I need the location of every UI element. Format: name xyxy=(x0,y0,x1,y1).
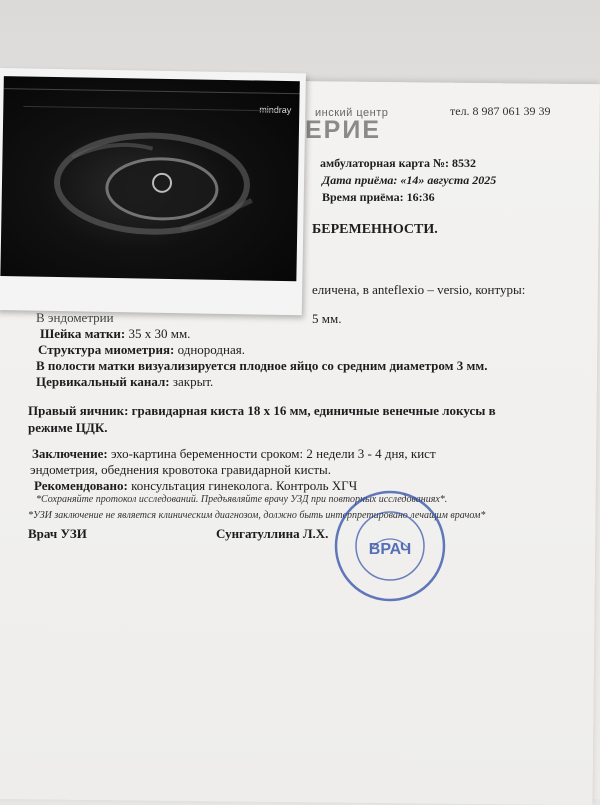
doctor-name: Сунгатуллина Л.Х. xyxy=(216,526,329,541)
visit-time: Время приёма: 16:36 xyxy=(322,190,435,204)
ultrasound-scan-image xyxy=(0,76,299,281)
footnote-protocol: *Сохраняйте протокол исследований. Предъявляйте врачу УЗД при повторных исследованиях*. xyxy=(36,494,448,505)
footnote-disclaimer: *УЗИ заключение не является клиническим диагнозом, должно быть интерпретировано лечащим врачом* xyxy=(28,510,486,521)
cavity-text: В полости матки визуализируется плодное яйцо со средним диаметром 3 мм. xyxy=(36,358,488,373)
right-ovary-line2: режиме ЦДК. xyxy=(28,420,108,435)
canal-value: закрыт. xyxy=(172,374,214,389)
canal-label: Цервикальный канал: xyxy=(36,374,170,389)
myometrium-label: Структура миометрия: xyxy=(38,342,175,357)
clinic-logo: ЕРИЕ xyxy=(305,116,381,144)
scan-brand: mindray xyxy=(259,104,292,116)
ultrasound-photo xyxy=(0,68,306,315)
clinic-phone: тел. 8 987 061 39 39 xyxy=(450,104,551,118)
endometrium-tail: 5 мм. xyxy=(312,311,342,326)
recommend-value: консультация гинеколога. Контроль ХГЧ xyxy=(131,478,358,493)
myometrium-value: однородная. xyxy=(177,342,246,357)
card-number: амбулаторная карта №: 8532 xyxy=(320,156,476,170)
endometrium-label: В эндометрии xyxy=(36,310,114,325)
cervix-label: Шейка матки: xyxy=(40,326,126,341)
stamp-center-text: ВРАЧ xyxy=(368,541,412,558)
doctor-label: Врач УЗИ xyxy=(28,526,87,541)
doctor-stamp xyxy=(332,488,448,604)
clinic-name: инский центр xyxy=(315,107,389,119)
report-title: БЕРЕМЕННОСТИ. xyxy=(312,222,438,237)
uterus-line: еличена, в anteflexio – versio, контуры: xyxy=(312,282,526,297)
ultrasound-echo-shape xyxy=(0,76,299,281)
right-ovary-line1: Правый яичник: гравидарная киста 18 х 16 мм, единичные венечные локусы в xyxy=(28,403,496,418)
conclusion-line2: эндометрия, обеднения кровотока гравидарной кисты. xyxy=(30,462,331,477)
cervix-value: 35 х 30 мм. xyxy=(128,326,191,341)
conclusion-line1: эхо-картина беременности сроком: 2 недели 3 - 4 дня, кист xyxy=(111,446,436,461)
visit-date: Дата приёма: «14» августа 2025 xyxy=(322,173,497,187)
recommend-label: Рекомендовано: xyxy=(34,478,128,493)
conclusion-label: Заключение: xyxy=(32,446,108,461)
